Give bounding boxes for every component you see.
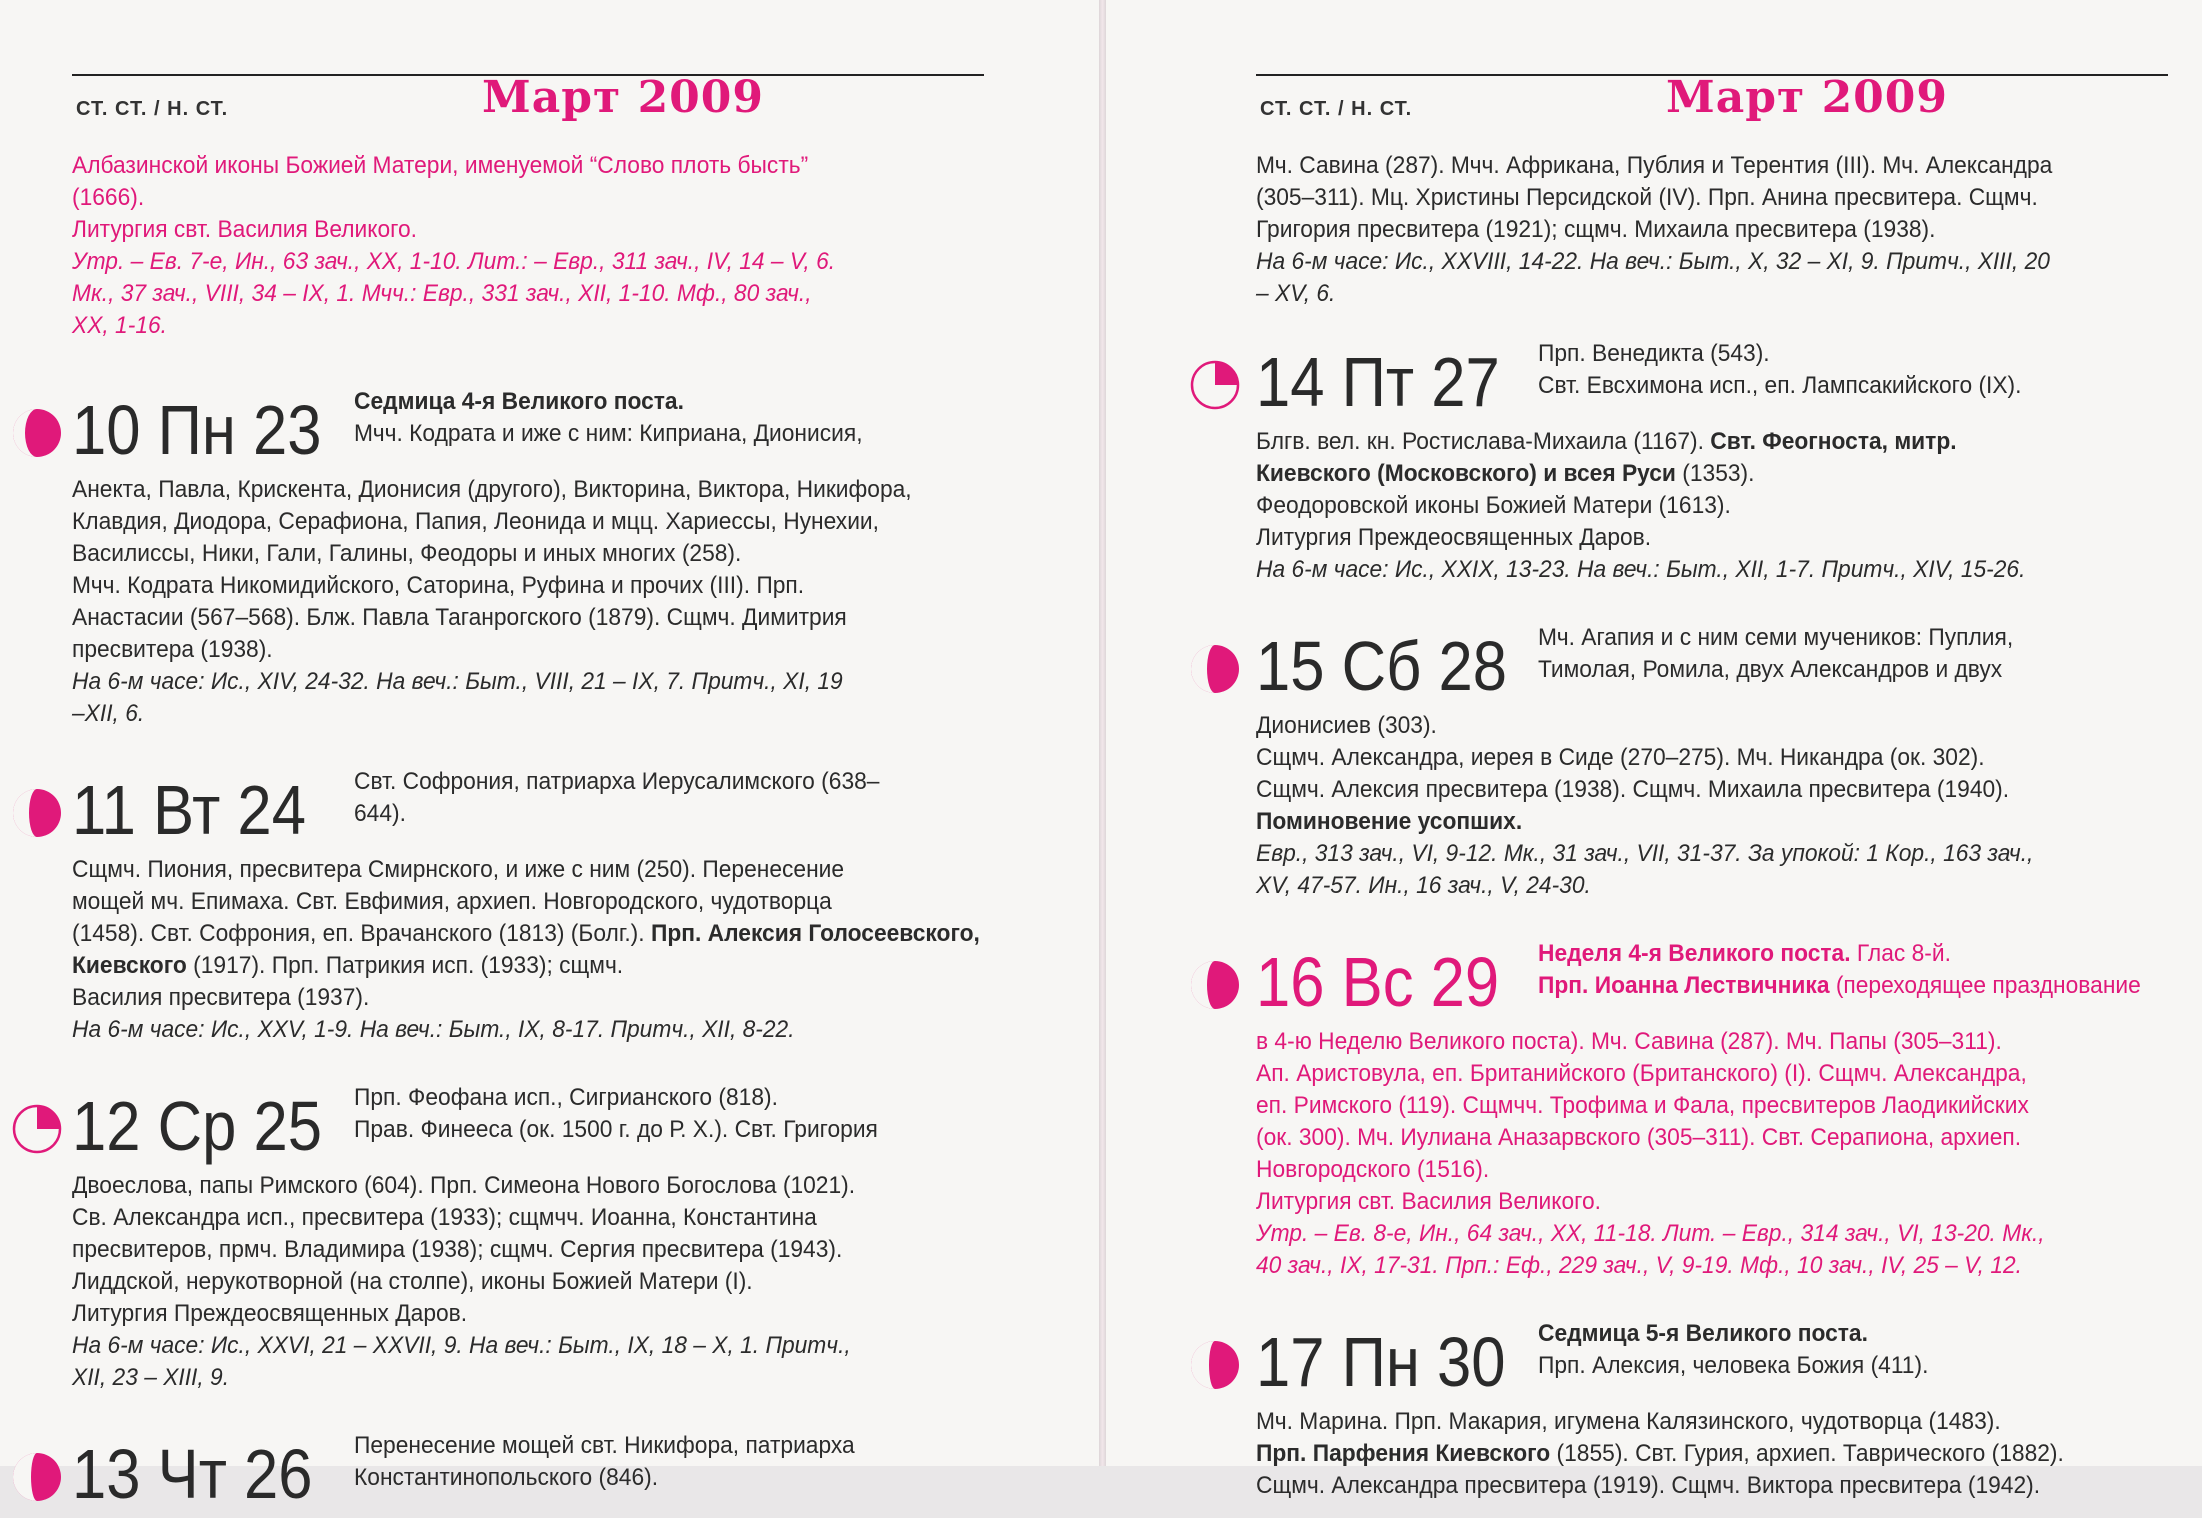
day-date: 12 Ср 25 <box>72 1087 323 1165</box>
waxing-moon-icon <box>1188 958 1242 1012</box>
page-header <box>1256 74 2168 136</box>
month-title: Март 2009 <box>482 72 765 123</box>
day-entry <box>1256 622 2168 902</box>
text-line: Мч. Марина. Прп. Макария, игумена Калязинского, чудотворца (1483). <box>1256 1408 2001 1435</box>
text-line: Сщмч. Александра, иерея в Сиде (270–275). Мч. Никандра (ок. 302). <box>1256 744 1985 771</box>
reading-line: Мк., 37 зач., VIII, 34 – IX, 1. Мчч.: Евр., 331 зач., XII, 1-10. Мф., 80 зач., <box>72 280 812 307</box>
text-line: Св. Александра исп., пресвитера (1933); сщмчч. Иоанна, Константина <box>72 1204 817 1231</box>
day-date: 13 Чт 26 <box>72 1435 313 1513</box>
text-line: Литургия Преждеосвященных Даров. <box>1256 524 1652 551</box>
text-line: Клавдия, Диодора, Серафиона, Папия, Леонида и мцц. Хариессы, Нунехии, <box>72 508 879 535</box>
reading-line: 40 зач., IX, 17-31. Прп.: Еф., 229 зач., V, 9-19. Мф., 10 зач., IV, 25 – V, 12. <box>1256 1252 2023 1279</box>
text-line: Поминовение усопших. <box>1256 808 1523 835</box>
waxing-moon-icon <box>10 786 64 840</box>
text-line: 644). <box>354 800 406 827</box>
reading-line: На 6-м часе: Ис., XXVIII, 14-22. На веч.: Быт., X, 32 – XI, 9. Притч., XIII, 20 <box>1256 248 2050 275</box>
day-date: 15 Сб 28 <box>1256 627 1508 705</box>
reading-line: XX, 1-16. <box>72 312 167 339</box>
month-title: Март 2009 <box>1666 72 1949 123</box>
reading-line: На 6-м часе: Ис., XIV, 24-32. На веч.: Быт., VIII, 21 – IX, 7. Притч., XI, 19 <box>72 668 843 695</box>
reading-line: На 6-м часе: Ис., XXVI, 21 – XXVII, 9. На веч.: Быт., IX, 18 – X, 1. Притч., <box>72 1332 851 1359</box>
reading-line: На 6-м часе: Ис., XXV, 1-9. На веч.: Быт., IX, 8-17. Притч., XII, 8-22. <box>72 1016 795 1043</box>
text-line: Прп. Иоанна Лествичника (переходящее празднование <box>1538 972 2141 999</box>
day-date: 11 Вт 24 <box>72 771 306 849</box>
day-date: 14 Пт 27 <box>1256 343 1500 421</box>
text-line: Константинопольского (846). <box>354 1464 659 1491</box>
day-heading: Седмица 4-я Великого поста. <box>354 388 684 415</box>
text-line: Свт. Евсхимона исп., еп. Лампсакийского (IX). <box>1538 372 2022 399</box>
first-quarter-moon-icon <box>10 1102 64 1156</box>
right-page <box>1106 0 2202 1499</box>
text-line: Тимолая, Ромила, двух Александров и двух <box>1538 656 2003 683</box>
text-line: Албазинской иконы Божией Матери, именуемой “Слово плоть бысть” <box>72 152 809 179</box>
text-line: Анастасии (567–568). Блж. Павла Таганрогского (1879). Сщмч. Димитрия <box>72 604 847 631</box>
reading-line: Утр. – Ев. 8-е, Ин., 64 зач., XX, 11-18. Лит. – Евр., 314 зач., VI, 13-20. Мк., <box>1256 1220 2045 1247</box>
text-line: Прп. Алексия, человека Божия (411). <box>1538 1352 1929 1379</box>
text-line: еп. Римского (119). Сщмчч. Трофима и Фала, пресвитеров Лаодикийских <box>1256 1092 2029 1119</box>
text-line: Феодоровской иконы Божией Матери (1613). <box>1256 492 1731 519</box>
reading-line: –XII, 6. <box>72 700 145 727</box>
day-heading: Седмица 5-я Великого поста. <box>1538 1320 1868 1347</box>
text-line: Прав. Финееса (ок. 1500 г. до Р. Х.). Свт. Григория <box>354 1116 878 1143</box>
reading-line: XV, 47-57. Ин., 16 зач., V, 24-30. <box>1256 872 1591 899</box>
text-line: Литургия Преждеосвященных Даров. <box>72 1300 468 1327</box>
intro-block <box>1256 150 2168 310</box>
text-line: в 4-ю Неделю Великого поста). Мч. Савина (287). Мч. Папы (305–311). <box>1256 1028 2002 1055</box>
text-line: Василиссы, Ники, Гали, Галины, Феодоры и иных многих (258). <box>72 540 742 567</box>
first-quarter-moon-icon <box>1188 358 1242 412</box>
bold-saint: Киевского (Московского) и всея Руси <box>1256 460 1676 487</box>
text-line: (1666). <box>72 184 145 211</box>
text-line: Григория пресвитера (1921); сщмч. Михаила пресвитера (1938). <box>1256 216 1936 243</box>
text-line: Василия пресвитера (1937). <box>72 984 370 1011</box>
day-entry <box>72 1082 984 1394</box>
text-line: Мчч. Кодрата и иже с ним: Киприана, Дионисия, <box>354 420 863 447</box>
day-date: 17 Пн 30 <box>1256 1323 1506 1401</box>
text-line: пресвитеров, прмч. Владимира (1938); сщмч. Сергия пресвитера (1943). <box>72 1236 843 1263</box>
day-entry <box>1256 338 2168 586</box>
bold-saint: Свт. Феогноста, митр. <box>1710 428 1957 455</box>
reading-line: Утр. – Ев. 7-е, Ин., 63 зач., XX, 1-10. Лит.: – Евр., 311 зач., IV, 14 – V, 6. <box>72 248 836 275</box>
day-entry <box>72 766 984 1046</box>
text-line: Прп. Парфения Киевского (1855). Свт. Гурия, архиеп. Таврического (1882). <box>1256 1440 2064 1467</box>
text-line: Сщмч. Пиония, пресвитера Смирнского, и иже с ним (250). Перенесение <box>72 856 845 883</box>
text-line: пресвитера (1938). <box>72 636 273 663</box>
day-date: 10 Пн 23 <box>72 391 322 469</box>
day-entry <box>72 1430 984 1518</box>
text-line: (ок. 300). Мч. Иулиана Аназарвского (305–311). Свт. Серапиона, архиеп. <box>1256 1124 2022 1151</box>
reading-line: На 6-м часе: Ис., XXIX, 13-23. На веч.: Быт., XII, 1-7. Притч., XIV, 15-26. <box>1256 556 2026 583</box>
reading-line: Евр., 313 зач., VI, 9-12. Мк., 31 зач., VII, 31-37. За упокой: 1 Кор., 163 зач., <box>1256 840 2034 867</box>
reading-line: – XV, 6. <box>1256 280 1336 307</box>
day-heading: Свт. Софрония, патриарха Иерусалимского (638– <box>354 768 880 795</box>
text-line: Мч. Савина (287). Мчч. Африкана, Публия и Терентия (III). Мч. Александра <box>1256 152 2053 179</box>
page-content <box>1256 150 2168 1502</box>
reading-line: XII, 23 – XIII, 9. <box>72 1364 230 1391</box>
text-line: Сщмч. Александра пресвитера (1919). Сщмч. Виктора пресвитера (1942). <box>1256 1472 2041 1499</box>
text-line: Лиддской, нерукотворной (на столпе), иконы Божией Матери (I). <box>72 1268 753 1295</box>
intro-block <box>72 150 984 342</box>
waxing-moon-icon <box>10 1450 64 1504</box>
day-heading: Перенесение мощей свт. Никифора, патриарха <box>354 1432 855 1459</box>
day-heading: Прп. Венедикта (543). <box>1538 340 1770 367</box>
text-line: Литургия свт. Василия Великого. <box>1256 1188 1601 1215</box>
text-line: Новгородского (1516). <box>1256 1156 1490 1183</box>
text-line: Литургия свт. Василия Великого. <box>72 216 417 243</box>
waxing-moon-icon <box>1188 1338 1242 1392</box>
day-entry <box>1256 938 2168 1282</box>
book-gutter <box>1099 0 1106 1466</box>
bold-saint: Прп. Иоанна Лествичника <box>1538 972 1830 999</box>
text-line: Дионисиев (303). <box>1256 712 1437 739</box>
waxing-moon-icon <box>1188 642 1242 696</box>
bold-saint: Прп. Алексия Голосеевского, Киевского <box>72 920 980 979</box>
day-heading: Прп. Феофана исп., Сигрианского (818). <box>354 1084 778 1111</box>
left-page <box>0 0 1099 1513</box>
text-line: Сщмч. Алексия пресвитера (1938). Сщмч. Михаила пресвитера (1940). <box>1256 776 2010 803</box>
text-line: (1458). Свт. Софрония, еп. Врачанского (1813) (Болг.). Прп. Алексия Голосеевского, Киевского (1917). Прп. Патрикия исп. (1933); сщмч. <box>72 920 980 979</box>
text-line: Ап. Аристовула, еп. Британийского (Британского) (I). Сщмч. Александра, <box>1256 1060 2027 1087</box>
text-line: Двоеслова, папы Римского (604). Прп. Симеона Нового Богослова (1021). <box>72 1172 856 1199</box>
text-line: (305–311). Мц. Христины Персидской (IV). Прп. Анина пресвитера. Сщмч. <box>1256 184 2038 211</box>
day-heading: Мч. Агапия и с ним семи мучеников: Пуплия, <box>1538 624 2014 651</box>
day-entry <box>1256 1318 2168 1502</box>
calendar-style-label: СТ. СТ. / Н. СТ. <box>1260 98 1413 120</box>
text-line: мощей мч. Епимаха. Свт. Евфимия, архиеп. Новгородского, чудотворца <box>72 888 832 915</box>
page-content <box>72 150 984 1518</box>
text-line: Мчч. Кодрата Никомидийского, Саторина, Руфина и прочих (III). Прп. <box>72 572 805 599</box>
day-entry <box>72 386 984 730</box>
calendar-style-label: СТ. СТ. / Н. СТ. <box>76 98 229 120</box>
text-line: Блгв. вел. кн. Ростислава-Михаила (1167). Свт. Феогноста, митр. <box>1256 428 1957 455</box>
day-date: 16 Вс 29 <box>1256 943 1500 1021</box>
page-header <box>72 74 984 136</box>
waxing-moon-icon <box>10 406 64 460</box>
text-line: Анекта, Павла, Крискента, Дионисия (другого), Викторина, Виктора, Никифора, <box>72 476 912 503</box>
day-heading: Неделя 4-я Великого поста. Глас 8-й. <box>1538 940 1951 967</box>
bold-saint: Прп. Парфения Киевского <box>1256 1440 1551 1467</box>
text-line: Киевского (Московского) и всея Руси (1353). <box>1256 460 1755 487</box>
